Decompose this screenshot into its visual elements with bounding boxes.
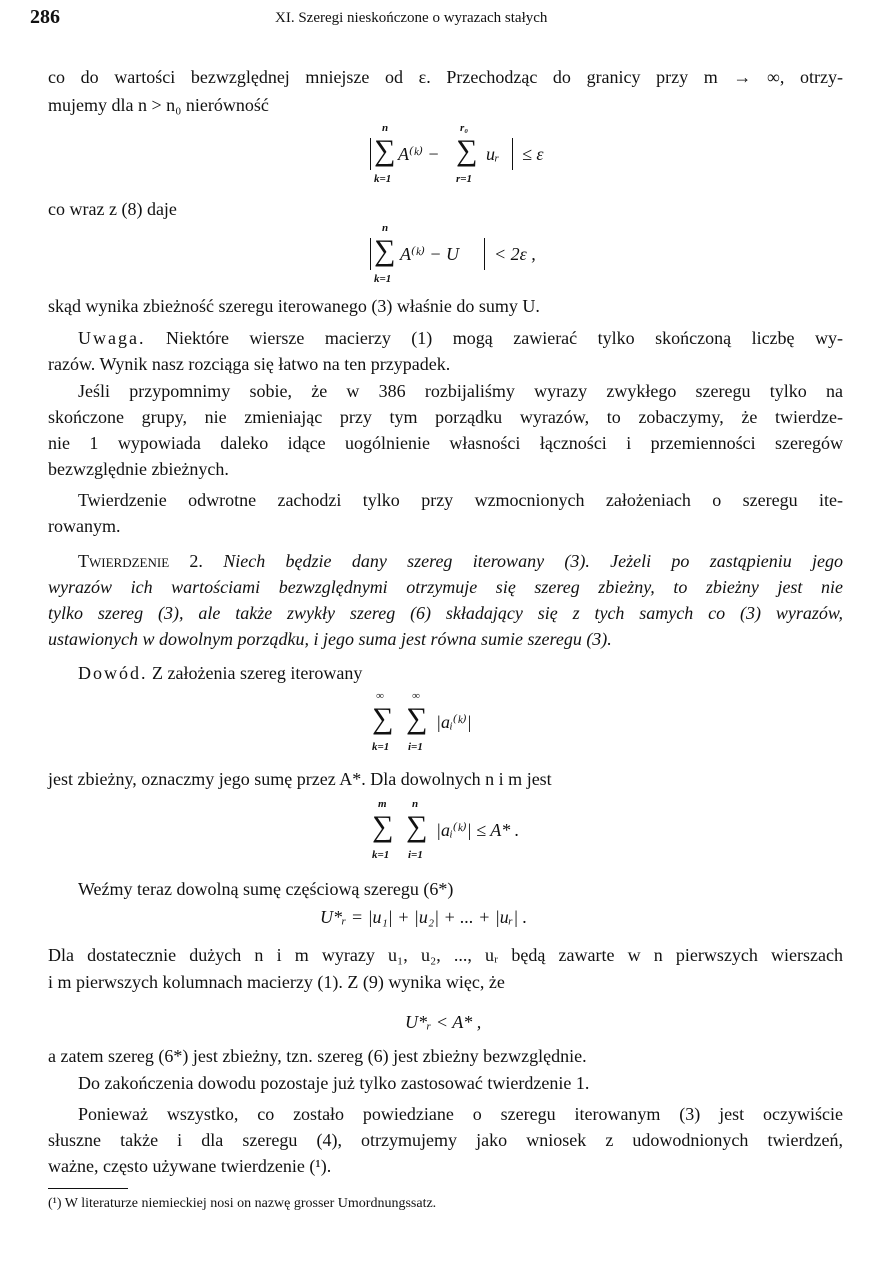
remark-label: Uwaga. [78,328,146,348]
running-title: XI. Szeregi nieskończone o wyrazach stałych [275,10,548,26]
paragraph-line: co do wartości bezwzględnej mniejsze od ε. Przechodząc do granicy przy m → ∞, otrzy- [48,67,843,87]
paragraph-line: Weźmy teraz dowolną sumę częściową szeregu (6*) [78,879,454,899]
sum-lower-limit: r=1 [456,173,473,185]
equation-term: |aᵢ⁽ᵏ⁾| [436,712,472,732]
sum-lower-limit: k=1 [374,273,392,285]
footnote-rule [48,1188,128,1189]
sigma-symbol: ∑ [374,134,396,167]
paragraph-line: mujemy dla n > n₀ nierówność [48,95,269,115]
paragraph-line: Dla dostatecznie dużych n i m wyrazy u₁, u₂, ..., uᵣ będą zawarte w n pierwszych wierszach [48,945,843,965]
abs-bar-left [370,238,371,270]
proof-text: Z założenia szereg iterowany [152,663,363,683]
sigma-symbol: ∑ [406,810,428,843]
paragraph-line: jest zbieżny, oznaczmy jego sumę przez A*. Dla dowolnych n i m jest [48,769,552,789]
sum-upper-limit: ∞ [376,690,384,702]
equation-term: A⁽ᵏ⁾ − U [400,244,460,264]
sum-upper-limit: n [412,798,419,810]
paragraph-line: słuszne także i dla szeregu (4), otrzymujemy jako wniosek z udowodnionych twierdzeń, [48,1130,843,1150]
footnote: (¹) W literaturze niemieckiej nosi on nazwę grosser Umordnungssatz. [48,1196,437,1211]
sigma-symbol: ∑ [406,702,428,735]
sum-upper-limit: ∞ [412,690,420,702]
paragraph-line: skończone grupy, nie zmieniając przy tym porządku wyrazów, to zobaczymy, że twierdze- [48,407,843,427]
proof-line [48,660,843,686]
sigma-symbol: ∑ [374,234,396,267]
sum-upper-limit: n [382,122,389,134]
paragraph-line: co wraz z (8) daje [48,199,177,219]
sum-lower-limit: i=1 [408,741,423,753]
equation-relation: ≤ ε [522,144,544,164]
paragraph-line: a zatem szereg (6*) jest zbieżny, tzn. szereg (6) jest zbieżny bezwzględnie. [48,1046,587,1066]
theorem-line [48,548,843,574]
equation-term: A⁽ᵏ⁾ − [398,144,440,164]
paragraph-line: ważne, często używane twierdzenie (¹). [48,1156,332,1176]
theorem-line: wyrazów ich wartościami bezwzględnymi otrzymuje się szereg zbieżny, to zbieżny jest nie [48,577,843,597]
page-number: 286 [30,6,60,28]
paragraph-line: Ponieważ wszystko, co zostało powiedziane o szeregu iterowanym (3) jest oczywiście [78,1104,843,1124]
abs-bar-right [484,238,485,270]
sum-upper-limit: r₀ [460,122,469,134]
remark-text: Niektóre wiersze macierzy (1) mogą zawierać tylko skończoną liczbę wy- [165,328,844,348]
sum-upper-limit: n [382,222,389,234]
equation-relation: < 2ε , [494,244,536,264]
sum-upper-limit: m [378,798,387,810]
sigma-symbol: ∑ [372,702,394,735]
abs-bar-left [370,138,371,170]
sum-lower-limit: k=1 [374,173,392,185]
theorem-line: tylko szereg (3), ale także zwykły szereg (6) składający się z tych samych co (3) wyrazów, [48,603,843,623]
equation-5: U*ᵣ = |u₁| + |u₂| + ... + |uᵣ| . [320,907,528,927]
sigma-symbol: ∑ [372,810,394,843]
paragraph-line: rowanym. [48,516,121,536]
proof-label: Dowód. [78,663,148,683]
theorem-label: Twierdzenie 2. [78,551,203,571]
paragraph-line: Twierdzenie odwrotne zachodzi tylko przy wzmocnionych założeniach o szeregu ite- [78,490,843,510]
paragraph-line: Do zakończenia dowodu pozostaje już tylko zastosować twierdzenie 1. [78,1073,590,1093]
paragraph-line: skąd wynika zbieżność szeregu iterowanego (3) właśnie do sumy U. [48,296,540,316]
abs-bar-right [512,138,513,170]
paragraph-line: nie 1 wypowiada daleko idące uogólnienie własności łączności i przemienności szeregów [48,433,843,453]
equation-6: U*ᵣ < A* , [405,1012,482,1032]
equation-term: uᵣ [486,144,500,164]
paragraph-line: Jeśli przypomnimy sobie, że w 386 rozbijaliśmy wyrazy zwykłego szeregu tylko na [78,381,843,401]
sum-lower-limit: k=1 [372,741,390,753]
remark-line [48,325,843,351]
sum-lower-limit: k=1 [372,849,390,861]
theorem-text: Niech będzie dany szereg iterowany (3). Jeżeli po zastąpieniu jego [223,551,844,571]
paragraph-line: i m pierwszych kolumnach macierzy (1). Z (9) wynika więc, że [48,972,505,992]
paragraph-line: bezwzględnie zbieżnych. [48,459,229,479]
paragraph-line: razów. Wynik nasz rozciąga się łatwo na ten przypadek. [48,354,451,374]
page-header [30,6,863,32]
equation-term: |aᵢ⁽ᵏ⁾| ≤ A* . [436,820,520,840]
theorem-line: ustawionych w dowolnym porządku, i jego suma jest równa sumie szeregu (3). [48,629,612,649]
sum-lower-limit: i=1 [408,849,423,861]
sigma-symbol: ∑ [456,134,478,167]
